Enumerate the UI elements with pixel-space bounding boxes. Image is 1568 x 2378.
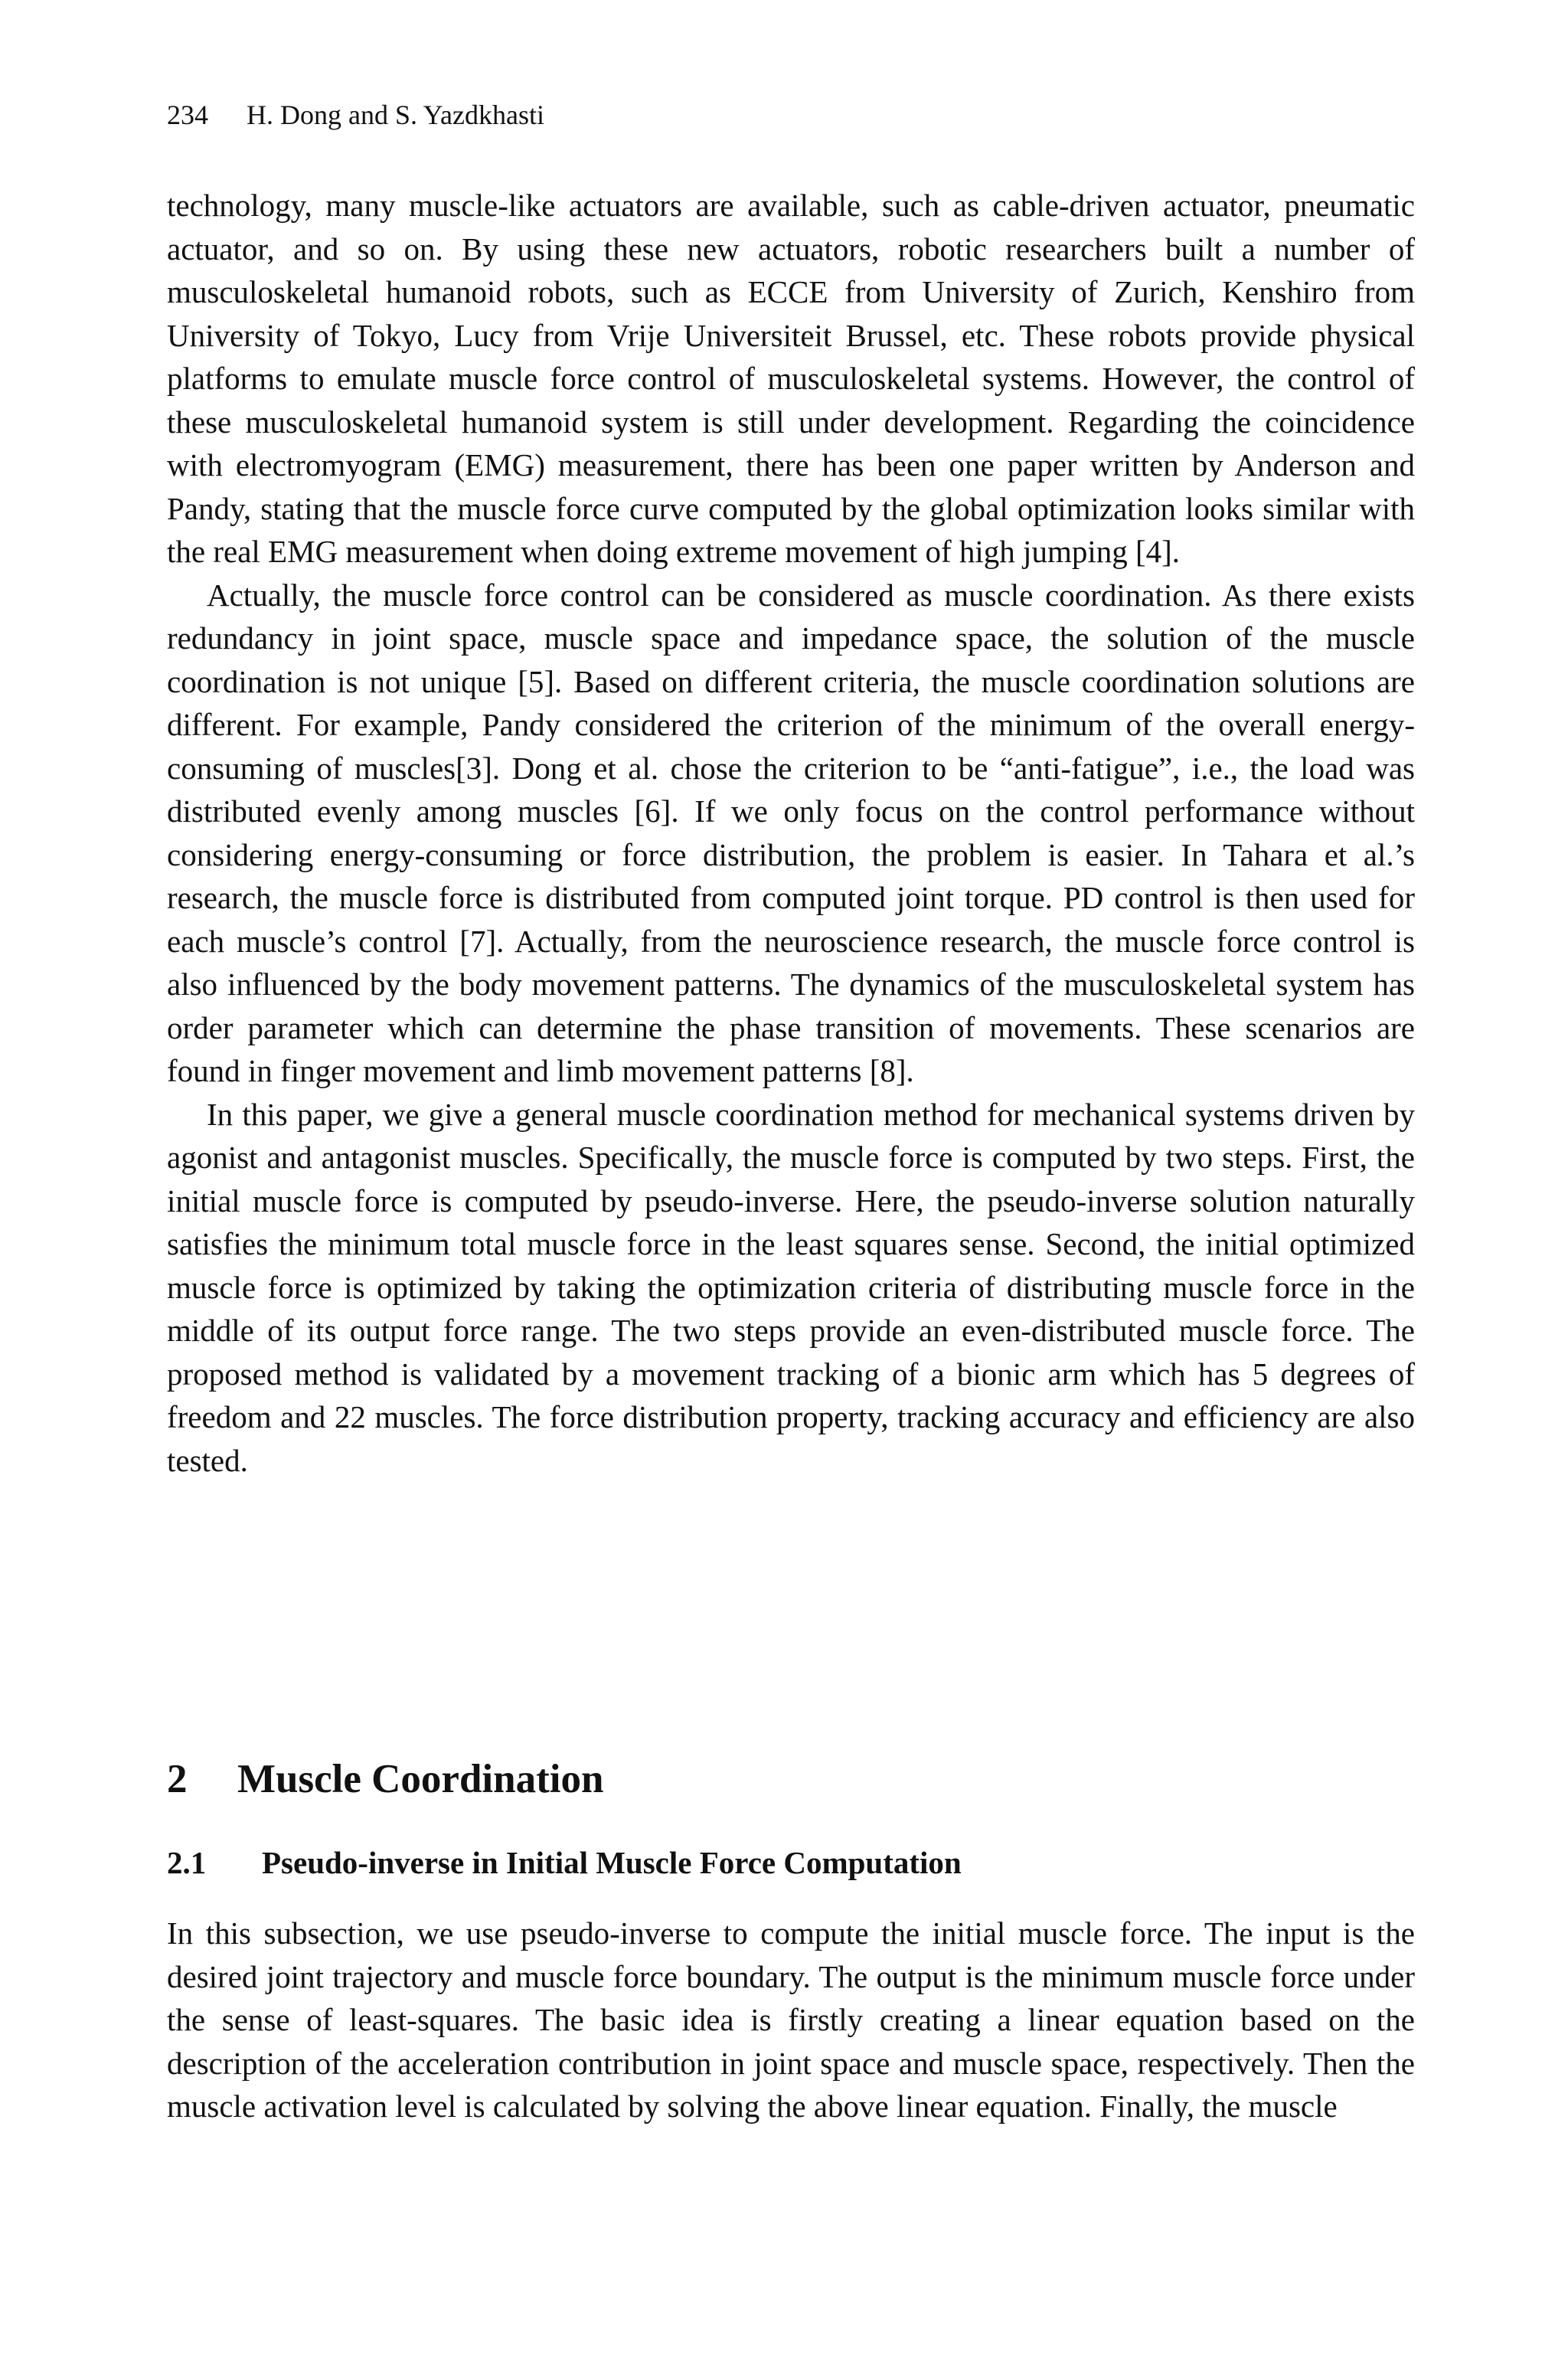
body-text-subsection: [167, 1912, 1415, 2128]
running-header: [167, 98, 544, 132]
section-heading: [167, 1754, 603, 1804]
subsection-heading: [167, 1843, 962, 1882]
subsection-number: 2.1: [167, 1845, 207, 1880]
section-title: Muscle Coordination: [237, 1757, 604, 1801]
subsection-title: Pseudo-inverse in Initial Muscle Force Computation: [262, 1845, 962, 1880]
paragraph: Actually, the muscle force control can be considered as muscle coordination. As there exists redundancy in joint space, muscle space and impedance space, the solution of the muscle coordination is not unique [5]. Based on different criteria, the muscle coordination solutions are different. For example, Pandy considered the criterion of the minimum of the overall energy-consuming of muscles[3]. Dong et al. chose the criterion to be “anti-fatigue”, i.e., the load was distributed evenly among muscles [6]. If we only focus on the control performance without considering energy-consuming or force distribution, the problem is easier. In Tahara et al.’s research, the muscle force is distributed from computed joint torque. PD control is then used for each muscle’s control [7]. Actually, from the neuroscience research, the muscle force control is also influenced by the body movement patterns. The dynamics of the musculoskeletal system has order parameter which can determine the phase transition of movements. These scenarios are found in finger movement and limb movement patterns [8].: [167, 577, 1415, 1088]
page-number: 234: [167, 100, 208, 130]
body-text-intro: [167, 184, 1415, 1482]
paragraph: In this subsection, we use pseudo-inverse to compute the initial muscle force. The input is the desired joint trajectory and muscle force boundary. The output is the minimum muscle force under the sense of least-squares. The basic idea is firstly creating a linear equation based on the description of the acceleration contribution in joint space and muscle space, respectively. Then the muscle activation level is calculated by solving the above linear equation. Finally, the muscle: [167, 1915, 1415, 2124]
paragraph: In this paper, we give a general muscle coordination method for mechanical systems driven by agonist and antagonist muscles. Specifically, the muscle force is computed by two steps. First, the initial muscle force is computed by pseudo-inverse. Here, the pseudo-inverse solution naturally satisfies the minimum total muscle force in the least squares sense. Second, the initial optimized muscle force is optimized by taking the optimization criteria of distributing muscle force in the middle of its output force range. The two steps provide an even-distributed muscle force. The proposed method is validated by a movement tracking of a bionic arm which has 5 degrees of freedom and 22 muscles. The force distribution property, tracking accuracy and efficiency are also tested.: [167, 1096, 1415, 1478]
paragraph: technology, many muscle-like actuators are available, such as cable-driven actuator, pneumatic actuator, and so on. By using these new actuators, robotic researchers built a number of musculoskeletal humanoid robots, such as ECCE from University of Zurich, Kenshiro from University of Tokyo, Lucy from Vrije Universiteit Brussel, etc. These robots provide physical platforms to emulate muscle force control of musculoskeletal systems. However, the control of these musculoskeletal humanoid system is still under development. Regarding the coincidence with electromyogram (EMG) measurement, there has been one paper written by Anderson and Pandy, stating that the muscle force curve computed by the global optimization looks similar with the real EMG measurement when doing extreme movement of high jumping [4].: [167, 188, 1415, 569]
section-number: 2: [167, 1757, 188, 1801]
running-header-authors: H. Dong and S. Yazdkhasti: [247, 100, 545, 130]
